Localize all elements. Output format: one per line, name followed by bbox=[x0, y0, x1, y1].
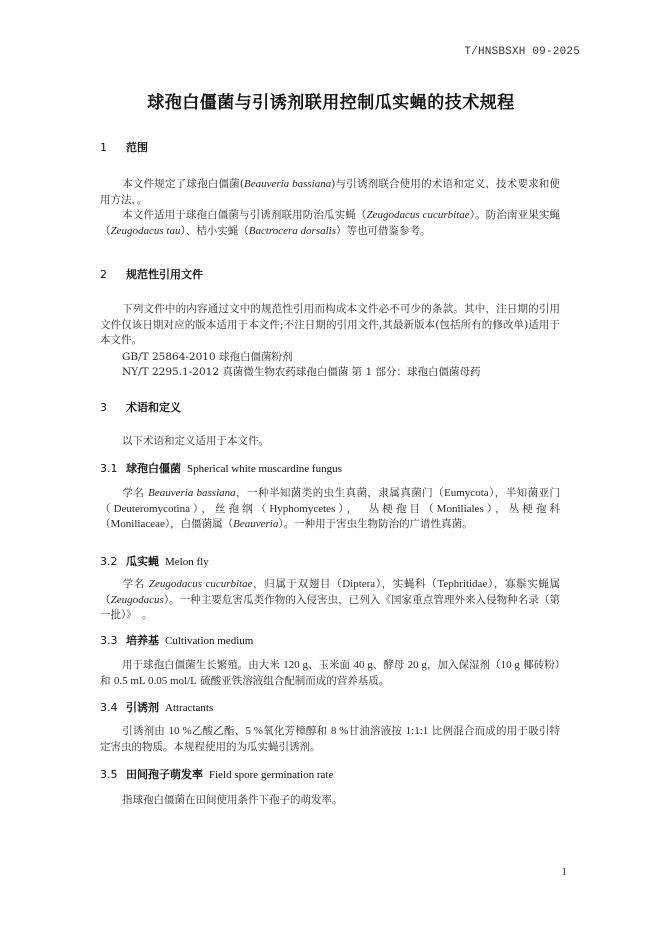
term-zh: 引诱剂 bbox=[126, 701, 159, 714]
term-zh: 瓜实蝇 bbox=[126, 555, 159, 568]
section-title: 范围 bbox=[126, 141, 148, 154]
term-en: Attractants bbox=[165, 702, 214, 714]
term-3-3-definition: 用于球孢白僵菌生长繁殖。由大米 120 g、玉米面 40 g、酵母 20 g，加入保湿剂（10 g 椰砖粉）和 0.5 mL 0.05 mol/L 硫酸亚铁溶液组合配制而成的营养基质。 bbox=[100, 659, 561, 687]
section-title: 术语和定义 bbox=[126, 401, 181, 414]
s2-paragraph-1: 下列文件中的内容通过文中的规范性引用而构成本文件必不可少的条款。其中，注日期的引用文件仅该日期对应的版本适用于本文件;不注日期的引用文件,其最新版本(包括所有的修改单)适用于本文件。 bbox=[100, 303, 560, 346]
term-3-3-heading: 3.3 培养基 Cultivation medium bbox=[100, 634, 254, 647]
term-3-2-definition: 学名 Zeugodacus cucurbitae，归属于双翅目（Diptera），实蝇科（Tephritidae），寡鬃实蝇属（Zeugodacus）。一种主要危害瓜类作物的入侵害虫，已列入《国家重点管理外来入侵物种名录（第一批）》 。 bbox=[100, 578, 561, 621]
section-title: 规范性引用文件 bbox=[126, 268, 203, 281]
section-1-heading bbox=[100, 139, 148, 155]
section-number: 2 bbox=[100, 268, 107, 281]
term-en: Spherical white muscardine fungus bbox=[187, 463, 342, 475]
section-number: 1 bbox=[100, 141, 107, 154]
section-3-heading bbox=[100, 399, 181, 415]
s3-intro: 以下术语和定义适用于本文件。 bbox=[122, 435, 269, 447]
term-en: Cultivation medium bbox=[165, 635, 254, 647]
page-number: 1 bbox=[561, 866, 567, 878]
term-3-1-heading: 3.1 球孢白僵菌 Spherical white muscardine fungus bbox=[100, 462, 342, 475]
section-2-heading bbox=[100, 266, 203, 282]
term-3-5-heading: 3.5 田间孢子萌发率 Field spore germination rate bbox=[100, 768, 334, 781]
term-en: Melon fly bbox=[165, 556, 209, 568]
s1-paragraph-2: 本文件适用于球孢白僵菌与引诱剂联用防治瓜实蝇（Zeugodacus cucurbitae）。防治南亚果实蝇（Zeugodacus tau）、桔小实蝇（Bactrocera dorsalis）等也可借鉴参考。 bbox=[100, 209, 561, 237]
term-zh: 田间孢子萌发率 bbox=[126, 768, 203, 781]
term-3-1-definition: 学名 Beauveria bassiana，一种半知菌类的虫生真菌，隶属真菌门（Eumycota），半知菌亚门（Deuteromycotina），丝孢纲（Hyphomycetes）， 丛梗孢目（Moniliales），丛梗孢科（Moniliaceae），白僵菌属（Beauveria）。一种用于害虫生物防治的广谱性真菌。 bbox=[100, 487, 561, 530]
term-zh: 培养基 bbox=[126, 634, 159, 647]
term-zh: 球孢白僵菌 bbox=[126, 462, 181, 475]
document-code: T/HNSBSXH 09-2025 bbox=[464, 46, 580, 58]
reference-2: NY/T 2295.1-2012 真菌微生物农药球孢白僵菌 第 1 部分：球孢白僵菌母药 bbox=[122, 366, 481, 378]
reference-1: GB/T 25864-2010 球孢白僵菌粉剂 bbox=[122, 351, 293, 363]
term-3-2-heading: 3.2 瓜实蝇 Melon fly bbox=[100, 555, 209, 568]
s1-paragraph-1: 本文件规定了球孢白僵菌(Beauveria bassiana)与引诱剂联合使用的术语和定义、技术要求和使用方法，。 bbox=[100, 178, 560, 206]
term-en: Field spore germination rate bbox=[209, 769, 334, 781]
section-number: 3 bbox=[100, 401, 107, 414]
page-title: 球孢白僵菌与引诱剂联用控制瓜实蝇的技术规程 bbox=[147, 93, 515, 113]
term-3-4-heading: 3.4 引诱剂 Attractants bbox=[100, 701, 214, 714]
term-3-5-definition: 指球孢白僵菌在田间使用条件下孢子的萌发率。 bbox=[122, 794, 343, 806]
term-3-4-definition: 引诱剂由 10 %乙酸乙酯、5 %氧化芳樟醇和 8 %甘油溶液按 1:1:1 比例混合而成的用于吸引特定害虫的物质。本规程使用的为瓜实蝇引诱剂。 bbox=[100, 725, 560, 753]
